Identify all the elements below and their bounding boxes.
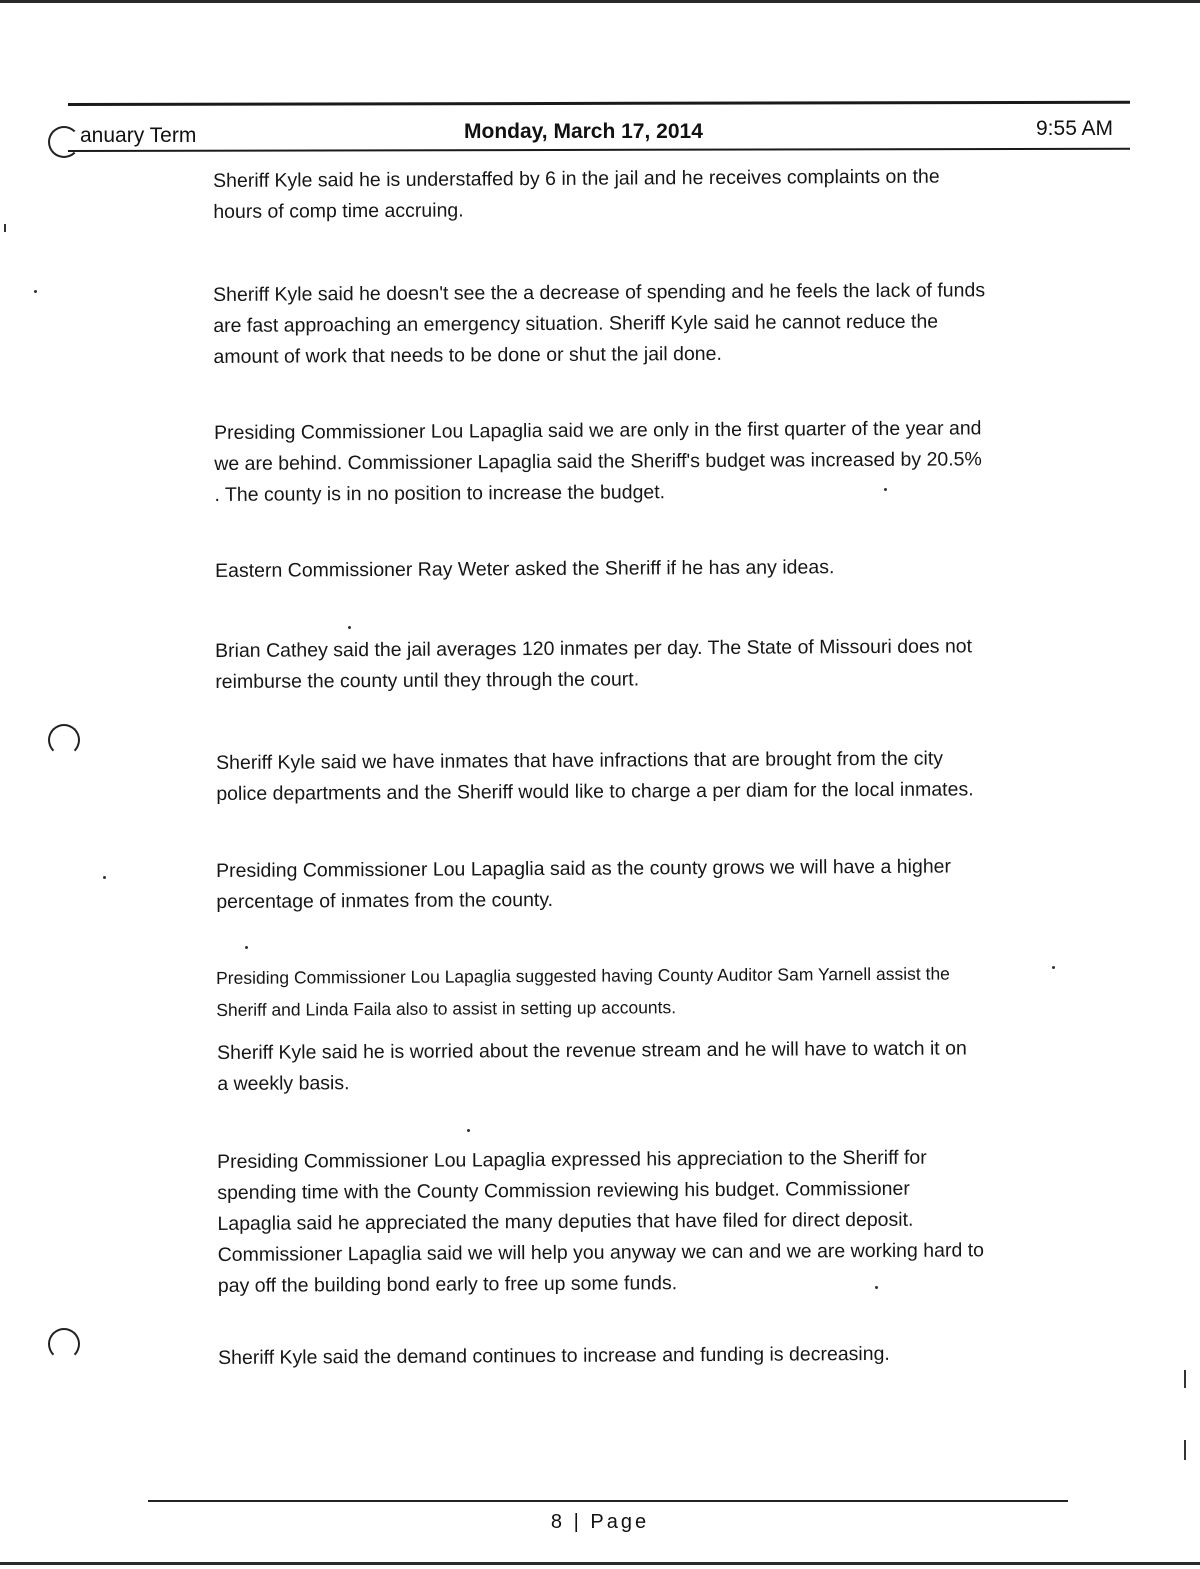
paragraph-3: Presiding Commissioner Lou Lapaglia said we are only in the first quarter of the year and we are behind. Commissioner Lapaglia said the Sheriff's budget was increased by 20.5% . The county is in no position to increase the budget.	[214, 417, 982, 506]
punch-hole-bottom	[48, 1328, 80, 1360]
paragraph-9: Sheriff Kyle said he is worried about the revenue stream and he will have to watch it on a weekly basis.	[217, 1037, 967, 1095]
punch-hole-top	[48, 126, 80, 158]
header-time: 9:55 AM	[1036, 117, 1114, 140]
scan-mark	[4, 224, 6, 232]
scan-mark	[1184, 1440, 1186, 1460]
scan-speck	[875, 1286, 878, 1289]
paragraph-4: Eastern Commissioner Ray Weter asked the Sheriff if he has any ideas.	[215, 556, 835, 582]
footer-rule	[148, 1500, 1068, 1502]
header-rule-bottom	[68, 148, 1130, 152]
scan-speck	[1052, 966, 1055, 969]
scan-speck	[103, 876, 106, 879]
paragraph-5: Brian Cathey said the jail averages 120 inmates per day. The State of Missouri does not reimburse the county until they through the court.	[215, 635, 973, 693]
paragraph-10: Presiding Commissioner Lou Lapaglia expressed his appreciation to the Sheriff for spending time with the County Commission reviewing his budget. Commissioner Lapaglia said he appreciated the many deputies that have filed for direct deposit. Commissioner Lapaglia said we will help you anyway we can and we are working hard to pay off the building bond early to free up some funds.	[217, 1146, 985, 1297]
paragraph-11: Sheriff Kyle said the demand continues to increase and funding is decreasing.	[218, 1342, 890, 1369]
scan-speck	[245, 946, 248, 949]
punch-hole-middle	[48, 724, 80, 756]
page-number: 8 | Page	[550, 1511, 650, 1533]
scan-speck	[884, 488, 887, 491]
paragraph-2: Sheriff Kyle said he doesn't see the a decrease of spending and he feels the lack of funds are fast approaching an emergency situation. Sheriff Kyle said he cannot reduce the amount of work that needs to be done or shut the jail done.	[213, 279, 986, 368]
scan-mark	[1184, 1370, 1186, 1388]
paragraph-7: Presiding Commissioner Lou Lapaglia said as the county grows we will have a higher percentage of inmates from the county.	[216, 855, 952, 913]
header-rule-top	[68, 101, 1130, 106]
header-term: anuary Term	[80, 124, 197, 147]
scan-edge-bottom	[0, 1562, 1200, 1565]
scan-edge-top	[0, 0, 1200, 3]
scan-speck	[348, 626, 351, 629]
paragraph-1: Sheriff Kyle said he is understaffed by 6 in the jail and he receives complaints on the hours of comp time accruing.	[213, 165, 940, 223]
header-date: Monday, March 17, 2014	[464, 120, 703, 143]
paragraph-8: Presiding Commissioner Lou Lapaglia suggested having County Auditor Sam Yarnell assist the Sheriff and Linda Faila also to assist in setting up accounts.	[216, 963, 950, 1020]
scan-speck	[34, 290, 37, 293]
paragraph-6: Sheriff Kyle said we have inmates that have infractions that are brought from the city police departments and the Sheriff would like to charge a per diam for the local inmates.	[216, 747, 974, 805]
scan-speck	[467, 1129, 470, 1132]
